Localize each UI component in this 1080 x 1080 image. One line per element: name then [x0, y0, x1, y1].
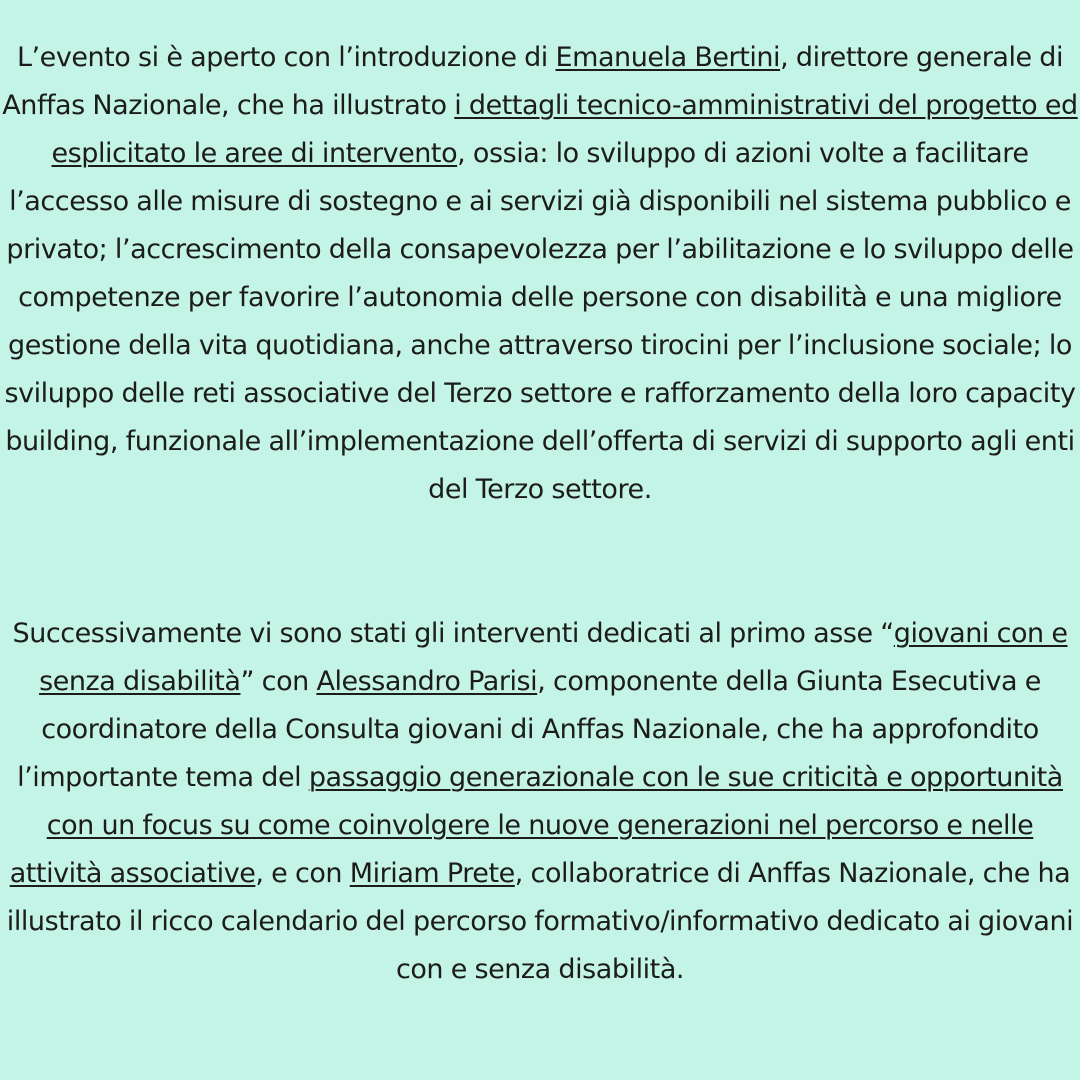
- text-segment: , e con: [255, 858, 350, 889]
- text-segment: , componente della Giunta Esecutiva e coordinatore della Consulta giovani di Anffas Nazionale, che ha approfondito l’importante tema del: [17, 666, 1041, 793]
- text-segment: L’evento si è aperto con l’introduzione di: [16, 42, 556, 73]
- text-segment: , collaboratrice di Anffas Nazionale, che ha illustrato il ricco calendario del percorso formativo/informativo dedicato ai giovani con e senza disabilità.: [6, 858, 1074, 985]
- text-segment: , direttore generale di Anffas Nazionale, che ha illustrato: [2, 42, 1064, 121]
- text-segment: ” con: [240, 666, 317, 697]
- text-segment: , ossia: lo sviluppo di azioni volte a facilitare l’accesso alle misure di sostegno e ai servizi già disponibili nel sistema pubblico e privato; l’accrescimento della consapevolezza per l’abilitazione e lo sviluppo delle competenze per favorire l’autonomia delle persone con disabilità e una migliore gestione della vita quotidiana, anche attraverso tirocini per l’inclusione sociale; lo sviluppo delle reti associative del Terzo settore e rafforzamento della loro capacity building, funzionale all’implementazione dell’offerta di servizi di supporto agli enti del Terzo settore.: [4, 138, 1076, 505]
- link-giovani-con-e-senza-disabilita[interactable]: giovani con e senza disabilità: [39, 618, 1068, 697]
- text-segment: Successivamente vi sono stati gli interventi dedicati al primo asse “: [12, 618, 894, 649]
- link-emanuela-bertini[interactable]: Emanuela Bertini: [555, 42, 781, 73]
- paragraph-intro: [0, 34, 1080, 514]
- link-passaggio-generazionale[interactable]: passaggio generazionale con le sue criticità e opportunità con un focus su come coinvolgere le nuove generazioni nel percorso e nelle attività associative: [9, 762, 1063, 889]
- link-alessandro-parisi[interactable]: Alessandro Parisi: [316, 666, 538, 697]
- paragraph-interventi: [0, 610, 1080, 994]
- link-miriam-prete[interactable]: Miriam Prete: [349, 858, 515, 889]
- link-dettagli-tecnico-amministrativi[interactable]: i dettagli tecnico-amministrativi del progetto ed esplicitato le aree di intervento: [51, 90, 1078, 169]
